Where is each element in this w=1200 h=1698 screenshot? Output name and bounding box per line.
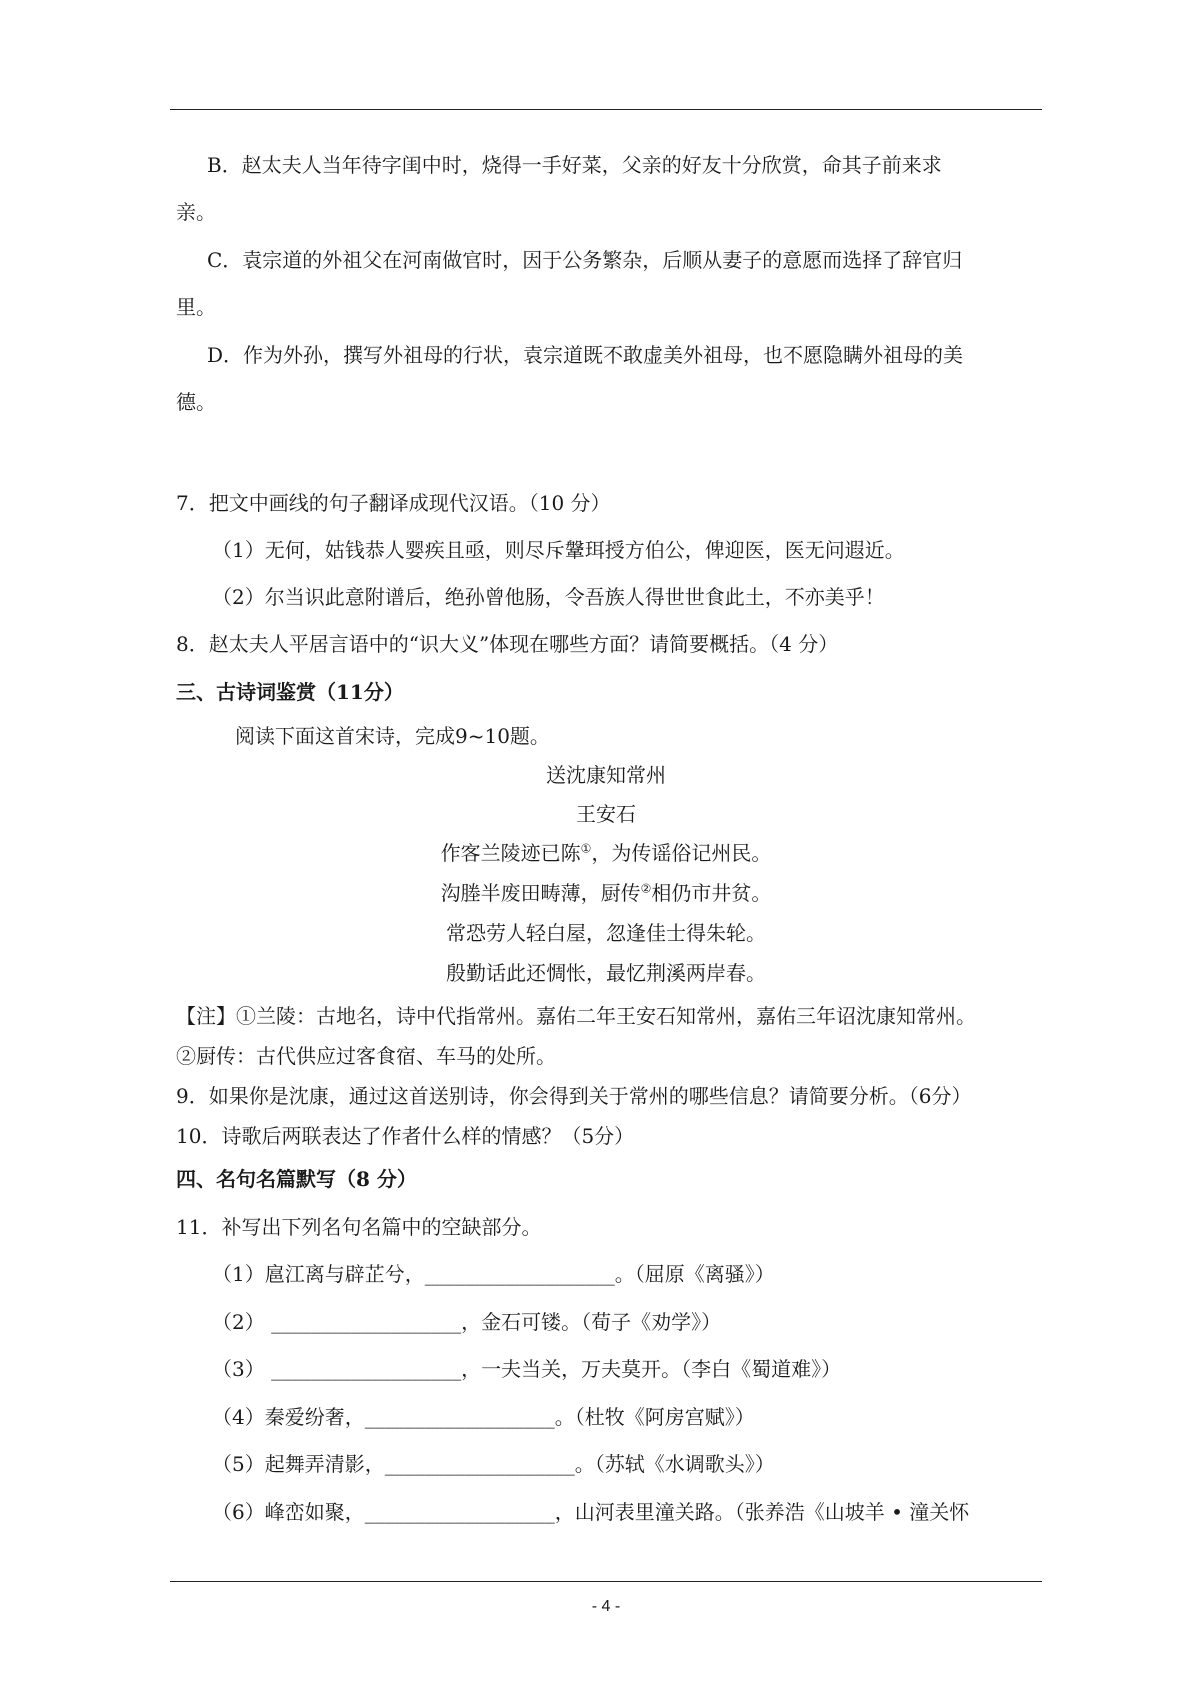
poem-note-2: ②厨传：古代供应过客食宿、车马的处所。: [176, 1044, 556, 1068]
option-d-line2: 德。: [176, 390, 216, 414]
page-number: - 4 -: [591, 1598, 621, 1615]
footnote-marker-2: ②: [640, 881, 652, 896]
footnote-marker-1: ①: [580, 841, 592, 856]
poetry-instruction: 阅读下面这首宋诗，完成9~10题。: [235, 724, 550, 748]
footer-rule: [170, 1581, 1042, 1582]
fill-blank-6: （6）峰峦如聚，___________________，山河表里潼关路。（张养浩《山坡羊 • 潼关怀: [212, 1500, 970, 1524]
option-c-line1: C．袁宗道的外祖父在河南做官时，因于公务繁杂，后顺从妻子的意愿而选择了辞官归: [207, 248, 963, 272]
option-b-line2: 亲。: [176, 200, 216, 224]
option-c-line2: 里。: [176, 295, 216, 319]
poem-note-1: 【注】①兰陵：古地名，诗中代指常州。嘉佑二年王安石知常州，嘉佑三年诏沈康知常州。: [176, 1004, 976, 1028]
poem-author: 王安石: [576, 802, 636, 826]
fill-blank-5: （5）起舞弄清影，___________________。（苏轼《水调歌头》）: [212, 1452, 775, 1476]
header-rule: [170, 109, 1042, 110]
question-11: 11．补写出下列名句名篇中的空缺部分。: [176, 1215, 542, 1239]
section-heading-recitation: 四、名句名篇默写（8 分）: [176, 1167, 417, 1191]
question-7: 7．把文中画线的句子翻译成现代汉语。（10 分）: [176, 491, 611, 515]
question-7-sentence-1: （1）无何，姑钱恭人婴疾且亟，则尽斥鞶珥授方伯公，俾迎医，医无问遐近。: [212, 538, 905, 562]
poem-line-3: 常恐劳人轻白屋，忽逢佳士得朱轮。: [446, 921, 766, 945]
question-10: 10．诗歌后两联表达了作者什么样的情感？（5分）: [176, 1124, 635, 1148]
poem-line-1: 作客兰陵迹已陈①，为传谣俗记州民。: [440, 841, 772, 865]
poem-line-2: 沟塍半废田畴薄，厨传②相仍市井贫。: [440, 881, 772, 905]
question-9: 9．如果你是沈康，通过这首送别诗，你会得到关于常州的哪些信息？请简要分析。（6分）: [176, 1084, 972, 1108]
poem-line-4: 殷勤话此还惆怅，最忆荆溪两岸春。: [446, 961, 766, 985]
option-b-line1: B．赵太夫人当年待字闺中时，烧得一手好菜，父亲的好友十分欣赏，命其子前来求: [207, 153, 942, 177]
question-7-sentence-2: （2）尔当识此意附谱后，绝孙曾他肠，令吾族人得世世食此土，不亦美乎！: [212, 585, 885, 609]
option-d-line1: D．作为外孙，撰写外祖母的行状，袁宗道既不敢虚美外祖母，也不愿隐瞒外祖母的美: [207, 343, 964, 367]
poem-title: 送沈康知常州: [546, 763, 666, 787]
question-8: 8．赵太夫人平居言语中的“识大义”体现在哪些方面？请简要概括。（4 分）: [176, 632, 839, 656]
fill-blank-4: （4）秦爱纷奢，___________________。（杜牧《阿房宫赋》）: [212, 1405, 755, 1429]
fill-blank-2: （2） ___________________，金石可镂。（荀子《劝学》）: [212, 1310, 722, 1334]
fill-blank-3: （3） ___________________，一夫当关，万夫莫开。（李白《蜀道难》）: [212, 1357, 842, 1381]
section-heading-poetry: 三、古诗词鉴赏（11分）: [176, 680, 404, 704]
fill-blank-1: （1）扈江离与辟芷兮，___________________。（屈原《离骚》）: [212, 1262, 775, 1286]
